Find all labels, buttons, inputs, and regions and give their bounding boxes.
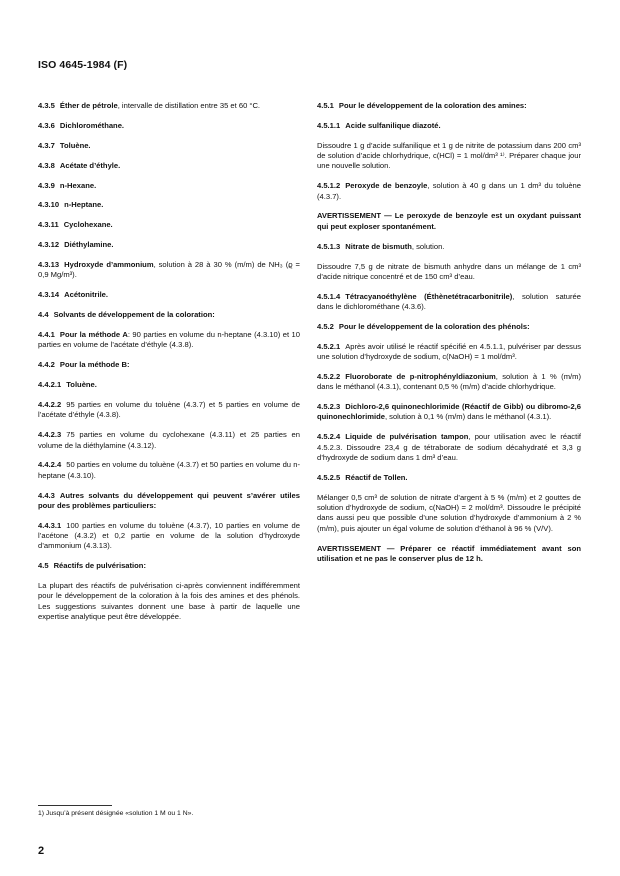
section-text: 100 parties en volume du toluène (4.3.7), 10 parties en volume de l’acétone (4.3.2) et 0,2 partie en volume de la solution d’hydroxyde d’ammonium (4.3.13). [38, 520, 300, 551]
section-title: Acétonitrile. [64, 290, 109, 300]
section-number: 4.3.12 [38, 240, 60, 250]
paragraph [317, 292, 581, 313]
section-number: 4.5.2.5 [317, 472, 341, 482]
paragraph [317, 121, 581, 131]
page-number: 2 [38, 845, 45, 857]
section-title: n-Heptane. [64, 200, 104, 210]
section-number: 4.5 [38, 561, 49, 571]
paragraph [38, 121, 300, 131]
paragraph [317, 262, 581, 283]
right-column [317, 101, 581, 574]
section-number: 4.4.3.1 [38, 520, 62, 530]
section-text: , solution. [411, 241, 445, 251]
paragraph [38, 400, 300, 421]
paragraph [317, 544, 581, 565]
section-text: : 90 parties en volume du n-heptane (4.3.10) et 10 parties en volume de l’acétate d’éthyle (4.3.8). [38, 330, 300, 350]
paragraph [38, 561, 300, 571]
section-text: , solution à 28 à 30 % (m/m) de NH₃ (ϱ = 0,9 Mg/m³). [38, 260, 300, 280]
section-title: Toluène. [66, 380, 97, 390]
paragraph [317, 242, 581, 252]
footnote: 1) Jusqu’à présent désignée «solution 1 M ou 1 N». [38, 810, 194, 817]
section-text: Mélanger 0,5 cm³ de solution de nitrate d’argent à 5 % (m/m) et 2 gouttes de solution d’hydroxyde de sodium, c(NaOH) = 2 mol/dm³. Dissoudre le précipité dans aussi peu que possible d’une solution d’hydroxyde d’ammonium à 2 % (m/m), puis ajouter un égal volume de solution d’éthanol à 96 % (V/V). [317, 492, 581, 533]
paragraph [317, 473, 581, 483]
paragraph [317, 402, 581, 423]
section-title: Pour le développement de la coloration des phénols: [338, 321, 530, 331]
section-number: 4.3.14 [38, 290, 60, 300]
section-number: 4.5.2.1 [317, 341, 341, 351]
section-title: n-Hexane. [59, 180, 97, 190]
section-title: Tétracyanoéthylène (Éthènetétracarbonitrile) [345, 291, 513, 301]
section-number: 4.3.6 [38, 120, 55, 130]
paragraph [317, 181, 581, 202]
paragraph [38, 200, 300, 210]
paragraph [317, 493, 581, 534]
paragraph [38, 220, 300, 230]
paragraph [38, 330, 300, 351]
section-text: , solution à 1 % (m/m) dans le méthanol (4.3.1), contenant 0,5 % (m/m) d’acide chlorhydrique. [317, 371, 581, 392]
left-column [38, 101, 300, 632]
paragraph [317, 141, 581, 172]
section-title: Éther de pétrole [59, 101, 118, 110]
paragraph [38, 380, 300, 390]
section-title: AVERTISSEMENT — Le peroxyde de benzoyle est un oxydant puissant qui peut exploser spontanément. [317, 211, 581, 231]
section-text: Dissoudre 1 g d’acide sulfanilique et 1 g de nitrite de potassium dans 200 cm³ de solution d’acide chlorhydrique, c(HCl) = 1 mol/dm³ ¹⁾. Préparer chaque jour une nouvelle solution. [317, 140, 581, 171]
section-text: Dissoudre 7,5 g de nitrate de bismuth anhydre dans un mélange de 1 cm³ d’acide nitrique concentré et de 150 cm³ d’eau. [317, 261, 581, 281]
section-number: 4.5.1.4 [317, 291, 341, 301]
section-title: Autres solvants du développement qui peuvent s’avérer utiles pour des problèmes particuliers: [38, 490, 300, 510]
paragraph [317, 432, 581, 463]
section-number: 4.4.1 [38, 330, 55, 340]
paragraph [38, 240, 300, 250]
section-text: La plupart des réactifs de pulvérisation ci-après conviennent indifféremment pour le développement de la coloration à la fois des amines et des phénols. Les suggestions suivantes donnent une base à partir de laquelle une expertise analytique peut être développée. [38, 581, 300, 622]
paragraph [38, 181, 300, 191]
paragraph [38, 430, 300, 451]
section-number: 4.4.2.3 [38, 430, 62, 440]
paragraph [38, 521, 300, 552]
document-header: ISO 4645-1984 (F) [38, 59, 128, 71]
section-number: 4.3.5 [38, 101, 55, 110]
paragraph [38, 360, 300, 370]
paragraph [317, 342, 581, 363]
section-number: 4.3.10 [38, 200, 60, 210]
section-number: 4.5.2.3 [317, 402, 341, 412]
footnote-rule [38, 805, 112, 806]
section-text: 95 parties en volume du toluène (4.3.7) et 5 parties en volume de l’acétate d’éthyle (4.3.8). [38, 400, 300, 420]
section-number: 4.5.2.2 [317, 371, 341, 381]
section-number: 4.4.2.1 [38, 380, 62, 390]
section-number: 4.5.1.2 [317, 181, 341, 191]
section-title: Hydroxyde d’ammonium [64, 260, 154, 270]
section-title: Réactifs de pulvérisation: [53, 561, 146, 571]
section-title: Réactif de Tollen. [345, 472, 408, 482]
paragraph [38, 460, 300, 481]
section-title: Pour le développement de la coloration des amines: [338, 101, 527, 110]
section-number: 4.5.2.4 [317, 432, 341, 442]
section-text: , solution à 0,1 % (m/m) dans le méthanol (4.3.1). [384, 412, 552, 422]
section-title: AVERTISSEMENT — Préparer ce réactif immédiatement avant son utilisation et ne pas le conserver plus de 12 h. [317, 543, 581, 563]
paragraph [38, 141, 300, 151]
paragraph [38, 161, 300, 171]
paragraph [38, 491, 300, 512]
section-number: 4.4.2.4 [38, 460, 62, 470]
section-title: Acétate d’éthyle. [59, 160, 121, 170]
section-title: Dichlorométhane. [59, 120, 125, 130]
section-text: , solution à 40 g dans un 1 dm³ du toluène (4.3.7). [317, 181, 581, 201]
section-number: 4.4.2 [38, 360, 55, 370]
section-title: Nitrate de bismuth [345, 241, 412, 251]
section-number: 4.5.1.1 [317, 120, 341, 130]
paragraph [317, 211, 581, 232]
section-number: 4.3.9 [38, 180, 55, 190]
section-title: Fluoroborate de p-nitrophényldiazonium [345, 371, 496, 381]
section-title: Cyclohexane. [63, 220, 113, 230]
section-text: , solution saturée dans le dichlorométhane (4.3.6). [317, 291, 581, 312]
paragraph [38, 290, 300, 300]
section-title: Pour la méthode B: [59, 360, 130, 370]
paragraph [317, 322, 581, 332]
paragraph [38, 310, 300, 320]
section-number: 4.3.13 [38, 260, 60, 270]
section-text: , pour utilisation avec le réactif 4.5.2.3. Dissoudre 23,4 g de tétraborate de sodium décahydraté et 3,3 g d’hydroxyde de sodium dans 1 dm³ d’eau. [317, 432, 581, 462]
section-number: 4.3.11 [38, 220, 59, 230]
section-text: 50 parties en volume du toluène (4.3.7) et 50 parties en volume du n-heptane (4.3.10). [38, 460, 300, 480]
paragraph [38, 260, 300, 281]
section-number: 4.5.1.3 [317, 241, 341, 251]
section-number: 4.5.2 [317, 321, 334, 331]
section-title: Pour la méthode A [59, 330, 128, 340]
section-text: 75 parties en volume du cyclohexane (4.3.11) et 25 parties en volume de la diéthylamine (4.3.12). [38, 430, 300, 450]
section-title: Toluène. [59, 140, 91, 150]
section-title: Liquide de pulvérisation tampon [345, 432, 469, 442]
section-number: 4.3.7 [38, 140, 55, 150]
section-number: 4.4 [38, 310, 49, 320]
section-title: Peroxyde de benzoyle [345, 181, 428, 191]
section-title: Diéthylamine. [64, 240, 114, 250]
section-title: Dichloro-2,6 quinonechlorimide (Réactif de Gibb) ou dibromo-2,6 quinonechlorimide [317, 402, 581, 422]
section-text: Après avoir utilisé le réactif spécifié en 4.5.1.1, pulvériser par dessus une solution d’hydroxyde de sodium, c(NaOH) = 1 mol/dm³. [317, 341, 581, 362]
section-number: 4.4.2.2 [38, 400, 62, 410]
section-number: 4.5.1 [317, 101, 334, 110]
section-title: Acide sulfanilique diazoté. [345, 120, 441, 130]
paragraph [317, 372, 581, 393]
section-text: , intervalle de distillation entre 35 et 60 °C. [117, 101, 261, 110]
paragraph [317, 101, 581, 111]
section-title: Solvants de développement de la coloration: [53, 310, 215, 320]
section-number: 4.3.8 [38, 160, 55, 170]
section-number: 4.4.3 [38, 490, 55, 500]
paragraph [38, 581, 300, 622]
paragraph [38, 101, 300, 111]
